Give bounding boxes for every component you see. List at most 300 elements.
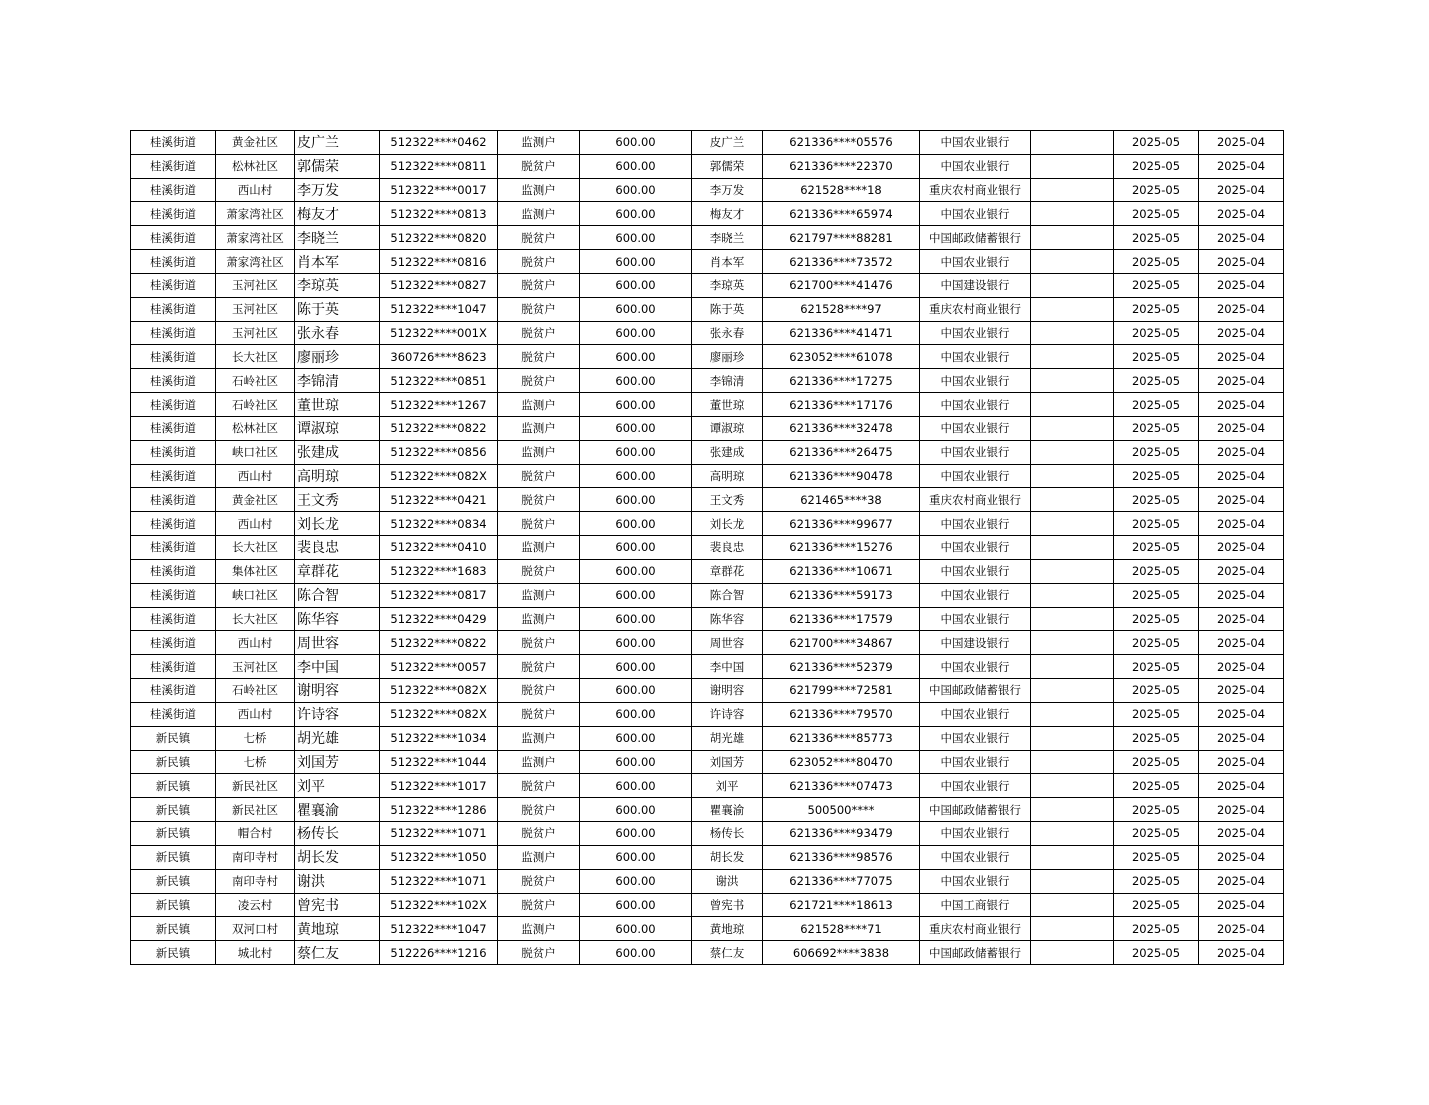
payment-month-cell: 2025-05	[1114, 536, 1199, 560]
bank-cell: 中国农业银行	[920, 416, 1031, 440]
account-holder-cell: 陈合智	[692, 583, 763, 607]
table-row	[131, 917, 1284, 941]
bank-cell: 中国农业银行	[920, 845, 1031, 869]
remark-cell	[1031, 726, 1114, 750]
account-holder-cell: 胡光雄	[692, 726, 763, 750]
account-holder-cell: 刘国芳	[692, 750, 763, 774]
payment-month-cell: 2025-05	[1114, 178, 1199, 202]
id-number-cell: 512322****0429	[380, 607, 498, 631]
account-number-cell: 621336****77075	[763, 869, 920, 893]
account-number-cell: 621336****93479	[763, 822, 920, 846]
remark-cell	[1031, 774, 1114, 798]
bank-cell: 中国农业银行	[920, 607, 1031, 631]
table-row	[131, 416, 1284, 440]
id-number-cell: 512322****0813	[380, 202, 498, 226]
subsidy-month-cell: 2025-04	[1199, 893, 1284, 917]
subsidy-month-cell: 2025-04	[1199, 583, 1284, 607]
household-type-cell: 脱贫户	[498, 321, 580, 345]
subsidy-month-cell: 2025-04	[1199, 178, 1284, 202]
id-number-cell: 512322****1071	[380, 822, 498, 846]
remark-cell	[1031, 536, 1114, 560]
remark-cell	[1031, 440, 1114, 464]
community-cell: 玉河社区	[216, 273, 295, 297]
bank-cell: 中国农业银行	[920, 822, 1031, 846]
remark-cell	[1031, 321, 1114, 345]
subsidy-month-cell: 2025-04	[1199, 273, 1284, 297]
amount-cell: 600.00	[580, 702, 692, 726]
account-number-cell: 621700****34867	[763, 631, 920, 655]
payment-month-cell: 2025-05	[1114, 202, 1199, 226]
street-cell: 桂溪街道	[131, 536, 216, 560]
name-cell: 董世琼	[295, 393, 380, 417]
name-cell: 郭儒荣	[295, 154, 380, 178]
payment-month-cell: 2025-05	[1114, 416, 1199, 440]
name-cell: 瞿襄渝	[295, 798, 380, 822]
payment-month-cell: 2025-05	[1114, 131, 1199, 155]
bank-cell: 中国农业银行	[920, 321, 1031, 345]
bank-cell: 中国邮政储蓄银行	[920, 798, 1031, 822]
amount-cell: 600.00	[580, 321, 692, 345]
name-cell: 李中国	[295, 655, 380, 679]
subsidy-month-cell: 2025-04	[1199, 631, 1284, 655]
street-cell: 桂溪街道	[131, 464, 216, 488]
id-number-cell: 512322****1044	[380, 750, 498, 774]
name-cell: 肖本军	[295, 250, 380, 274]
household-type-cell: 脱贫户	[498, 488, 580, 512]
street-cell: 桂溪街道	[131, 154, 216, 178]
name-cell: 黄地琼	[295, 917, 380, 941]
amount-cell: 600.00	[580, 750, 692, 774]
account-holder-cell: 曾宪书	[692, 893, 763, 917]
subsidy-month-cell: 2025-04	[1199, 702, 1284, 726]
id-number-cell: 512322****1286	[380, 798, 498, 822]
subsidy-month-cell: 2025-04	[1199, 845, 1284, 869]
id-number-cell: 512226****1216	[380, 941, 498, 965]
subsidy-month-cell: 2025-04	[1199, 131, 1284, 155]
street-cell: 桂溪街道	[131, 679, 216, 703]
bank-cell: 中国邮政储蓄银行	[920, 679, 1031, 703]
bank-cell: 中国农业银行	[920, 536, 1031, 560]
id-number-cell: 512322****001X	[380, 321, 498, 345]
payment-month-cell: 2025-05	[1114, 440, 1199, 464]
name-cell: 刘平	[295, 774, 380, 798]
name-cell: 许诗容	[295, 702, 380, 726]
name-cell: 杨传长	[295, 822, 380, 846]
id-number-cell: 512322****1071	[380, 869, 498, 893]
amount-cell: 600.00	[580, 822, 692, 846]
remark-cell	[1031, 226, 1114, 250]
table-row	[131, 869, 1284, 893]
account-number-cell: 621336****15276	[763, 536, 920, 560]
id-number-cell: 512322****0811	[380, 154, 498, 178]
account-number-cell: 623052****61078	[763, 345, 920, 369]
community-cell: 双河口村	[216, 917, 295, 941]
remark-cell	[1031, 131, 1114, 155]
name-cell: 王文秀	[295, 488, 380, 512]
account-number-cell: 621700****41476	[763, 273, 920, 297]
remark-cell	[1031, 750, 1114, 774]
subsidy-month-cell: 2025-04	[1199, 202, 1284, 226]
table-row	[131, 488, 1284, 512]
account-holder-cell: 廖丽珍	[692, 345, 763, 369]
account-number-cell: 621336****99677	[763, 512, 920, 536]
table-row	[131, 512, 1284, 536]
id-number-cell: 512322****082X	[380, 702, 498, 726]
table-row	[131, 321, 1284, 345]
amount-cell: 600.00	[580, 536, 692, 560]
bank-cell: 重庆农村商业银行	[920, 178, 1031, 202]
street-cell: 桂溪街道	[131, 631, 216, 655]
bank-cell: 中国农业银行	[920, 250, 1031, 274]
community-cell: 长大社区	[216, 536, 295, 560]
name-cell: 廖丽珍	[295, 345, 380, 369]
street-cell: 桂溪街道	[131, 226, 216, 250]
account-number-cell: 621336****10671	[763, 559, 920, 583]
remark-cell	[1031, 631, 1114, 655]
table-row	[131, 202, 1284, 226]
id-number-cell: 512322****0827	[380, 273, 498, 297]
account-number-cell: 621797****88281	[763, 226, 920, 250]
bank-cell: 中国农业银行	[920, 750, 1031, 774]
community-cell: 玉河社区	[216, 655, 295, 679]
street-cell: 桂溪街道	[131, 131, 216, 155]
table-row	[131, 845, 1284, 869]
name-cell: 李晓兰	[295, 226, 380, 250]
street-cell: 桂溪街道	[131, 416, 216, 440]
household-type-cell: 脱贫户	[498, 297, 580, 321]
amount-cell: 600.00	[580, 798, 692, 822]
subsidy-payment-table	[130, 130, 1284, 965]
payment-month-cell: 2025-05	[1114, 393, 1199, 417]
payment-month-cell: 2025-05	[1114, 488, 1199, 512]
account-holder-cell: 李中国	[692, 655, 763, 679]
payment-month-cell: 2025-05	[1114, 822, 1199, 846]
bank-cell: 中国农业银行	[920, 774, 1031, 798]
bank-cell: 中国农业银行	[920, 583, 1031, 607]
household-type-cell: 监测户	[498, 750, 580, 774]
bank-cell: 中国农业银行	[920, 154, 1031, 178]
community-cell: 石岭社区	[216, 393, 295, 417]
household-type-cell: 脱贫户	[498, 893, 580, 917]
remark-cell	[1031, 369, 1114, 393]
id-number-cell: 512322****0816	[380, 250, 498, 274]
account-holder-cell: 梅友才	[692, 202, 763, 226]
remark-cell	[1031, 250, 1114, 274]
account-number-cell: 621799****72581	[763, 679, 920, 703]
payment-month-cell: 2025-05	[1114, 726, 1199, 750]
payment-month-cell: 2025-05	[1114, 273, 1199, 297]
account-number-cell: 621336****05576	[763, 131, 920, 155]
street-cell: 桂溪街道	[131, 440, 216, 464]
street-cell: 新民镇	[131, 917, 216, 941]
account-holder-cell: 胡长发	[692, 845, 763, 869]
account-number-cell: 621336****22370	[763, 154, 920, 178]
amount-cell: 600.00	[580, 559, 692, 583]
name-cell: 张建成	[295, 440, 380, 464]
subsidy-month-cell: 2025-04	[1199, 416, 1284, 440]
household-type-cell: 脱贫户	[498, 512, 580, 536]
remark-cell	[1031, 917, 1114, 941]
bank-cell: 中国农业银行	[920, 369, 1031, 393]
payment-month-cell: 2025-05	[1114, 607, 1199, 631]
street-cell: 桂溪街道	[131, 273, 216, 297]
subsidy-month-cell: 2025-04	[1199, 559, 1284, 583]
account-holder-cell: 李琼英	[692, 273, 763, 297]
bank-cell: 中国农业银行	[920, 464, 1031, 488]
name-cell: 张永春	[295, 321, 380, 345]
name-cell: 陈于英	[295, 297, 380, 321]
community-cell: 萧家湾社区	[216, 250, 295, 274]
payment-month-cell: 2025-05	[1114, 321, 1199, 345]
bank-cell: 中国邮政储蓄银行	[920, 941, 1031, 965]
street-cell: 桂溪街道	[131, 607, 216, 631]
account-holder-cell: 蔡仁友	[692, 941, 763, 965]
street-cell: 桂溪街道	[131, 250, 216, 274]
amount-cell: 600.00	[580, 440, 692, 464]
payment-month-cell: 2025-05	[1114, 774, 1199, 798]
account-number-cell: 621336****52379	[763, 655, 920, 679]
community-cell: 石岭社区	[216, 369, 295, 393]
household-type-cell: 监测户	[498, 726, 580, 750]
bank-cell: 中国农业银行	[920, 702, 1031, 726]
payment-month-cell: 2025-05	[1114, 583, 1199, 607]
remark-cell	[1031, 869, 1114, 893]
remark-cell	[1031, 178, 1114, 202]
name-cell: 高明琼	[295, 464, 380, 488]
community-cell: 松林社区	[216, 154, 295, 178]
id-number-cell: 512322****0820	[380, 226, 498, 250]
payment-month-cell: 2025-05	[1114, 845, 1199, 869]
remark-cell	[1031, 393, 1114, 417]
id-number-cell: 512322****0851	[380, 369, 498, 393]
household-type-cell: 脱贫户	[498, 679, 580, 703]
street-cell: 新民镇	[131, 941, 216, 965]
household-type-cell: 监测户	[498, 607, 580, 631]
name-cell: 章群花	[295, 559, 380, 583]
household-type-cell: 脱贫户	[498, 941, 580, 965]
id-number-cell: 512322****0856	[380, 440, 498, 464]
community-cell: 西山村	[216, 631, 295, 655]
subsidy-month-cell: 2025-04	[1199, 798, 1284, 822]
id-number-cell: 512322****1683	[380, 559, 498, 583]
household-type-cell: 监测户	[498, 202, 580, 226]
amount-cell: 600.00	[580, 917, 692, 941]
amount-cell: 600.00	[580, 297, 692, 321]
street-cell: 桂溪街道	[131, 512, 216, 536]
subsidy-month-cell: 2025-04	[1199, 226, 1284, 250]
table-row	[131, 941, 1284, 965]
community-cell: 西山村	[216, 178, 295, 202]
subsidy-month-cell: 2025-04	[1199, 488, 1284, 512]
household-type-cell: 脱贫户	[498, 655, 580, 679]
name-cell: 刘国芳	[295, 750, 380, 774]
name-cell: 蔡仁友	[295, 941, 380, 965]
subsidy-month-cell: 2025-04	[1199, 941, 1284, 965]
street-cell: 新民镇	[131, 893, 216, 917]
account-number-cell: 500500****	[763, 798, 920, 822]
account-holder-cell: 章群花	[692, 559, 763, 583]
household-type-cell: 脱贫户	[498, 798, 580, 822]
table-row	[131, 345, 1284, 369]
payment-month-cell: 2025-05	[1114, 250, 1199, 274]
street-cell: 桂溪街道	[131, 488, 216, 512]
name-cell: 曾宪书	[295, 893, 380, 917]
bank-cell: 中国农业银行	[920, 559, 1031, 583]
name-cell: 陈华容	[295, 607, 380, 631]
account-holder-cell: 许诗容	[692, 702, 763, 726]
id-number-cell: 512322****1047	[380, 917, 498, 941]
amount-cell: 600.00	[580, 512, 692, 536]
account-holder-cell: 李晓兰	[692, 226, 763, 250]
account-number-cell: 621721****18613	[763, 893, 920, 917]
bank-cell: 中国农业银行	[920, 726, 1031, 750]
community-cell: 玉河社区	[216, 297, 295, 321]
account-number-cell: 621336****17275	[763, 369, 920, 393]
id-number-cell: 512322****0057	[380, 655, 498, 679]
account-number-cell: 621336****73572	[763, 250, 920, 274]
payment-month-cell: 2025-05	[1114, 679, 1199, 703]
community-cell: 帽合村	[216, 822, 295, 846]
subsidy-month-cell: 2025-04	[1199, 917, 1284, 941]
remark-cell	[1031, 583, 1114, 607]
household-type-cell: 监测户	[498, 917, 580, 941]
bank-cell: 中国工商银行	[920, 893, 1031, 917]
table-row	[131, 559, 1284, 583]
name-cell: 裴良忠	[295, 536, 380, 560]
account-number-cell: 621336****59173	[763, 583, 920, 607]
table-row	[131, 131, 1284, 155]
community-cell: 南印寺村	[216, 845, 295, 869]
table-row	[131, 655, 1284, 679]
account-number-cell: 621336****17579	[763, 607, 920, 631]
table-row	[131, 583, 1284, 607]
amount-cell: 600.00	[580, 869, 692, 893]
household-type-cell: 脱贫户	[498, 345, 580, 369]
community-cell: 石岭社区	[216, 679, 295, 703]
table-row	[131, 607, 1284, 631]
household-type-cell: 脱贫户	[498, 369, 580, 393]
account-number-cell: 621465****38	[763, 488, 920, 512]
bank-cell: 重庆农村商业银行	[920, 297, 1031, 321]
amount-cell: 600.00	[580, 679, 692, 703]
household-type-cell: 脱贫户	[498, 154, 580, 178]
id-number-cell: 512322****1017	[380, 774, 498, 798]
community-cell: 七桥	[216, 750, 295, 774]
remark-cell	[1031, 345, 1114, 369]
table-row	[131, 440, 1284, 464]
community-cell: 峡口社区	[216, 583, 295, 607]
subsidy-month-cell: 2025-04	[1199, 250, 1284, 274]
account-number-cell: 621336****79570	[763, 702, 920, 726]
remark-cell	[1031, 798, 1114, 822]
payment-month-cell: 2025-05	[1114, 893, 1199, 917]
payment-month-cell: 2025-05	[1114, 369, 1199, 393]
street-cell: 桂溪街道	[131, 393, 216, 417]
remark-cell	[1031, 273, 1114, 297]
community-cell: 凌云村	[216, 893, 295, 917]
table-row	[131, 250, 1284, 274]
payment-month-cell: 2025-05	[1114, 154, 1199, 178]
community-cell: 黄金社区	[216, 131, 295, 155]
household-type-cell: 脱贫户	[498, 226, 580, 250]
street-cell: 桂溪街道	[131, 583, 216, 607]
id-number-cell: 512322****1050	[380, 845, 498, 869]
account-holder-cell: 谢洪	[692, 869, 763, 893]
account-number-cell: 606692****3838	[763, 941, 920, 965]
subsidy-month-cell: 2025-04	[1199, 750, 1284, 774]
community-cell: 新民社区	[216, 774, 295, 798]
id-number-cell: 512322****1034	[380, 726, 498, 750]
id-number-cell: 512322****0817	[380, 583, 498, 607]
account-holder-cell: 郭儒荣	[692, 154, 763, 178]
table-row	[131, 798, 1284, 822]
name-cell: 谢洪	[295, 869, 380, 893]
bank-cell: 中国农业银行	[920, 202, 1031, 226]
subsidy-month-cell: 2025-04	[1199, 822, 1284, 846]
street-cell: 桂溪街道	[131, 702, 216, 726]
id-number-cell: 512322****1047	[380, 297, 498, 321]
account-number-cell: 621528****71	[763, 917, 920, 941]
id-number-cell: 512322****1267	[380, 393, 498, 417]
remark-cell	[1031, 512, 1114, 536]
amount-cell: 600.00	[580, 154, 692, 178]
bank-cell: 中国农业银行	[920, 131, 1031, 155]
remark-cell	[1031, 941, 1114, 965]
household-type-cell: 脱贫户	[498, 559, 580, 583]
bank-cell: 重庆农村商业银行	[920, 488, 1031, 512]
amount-cell: 600.00	[580, 416, 692, 440]
account-number-cell: 621336****17176	[763, 393, 920, 417]
community-cell: 城北村	[216, 941, 295, 965]
remark-cell	[1031, 679, 1114, 703]
amount-cell: 600.00	[580, 583, 692, 607]
table-row	[131, 750, 1284, 774]
bank-cell: 中国农业银行	[920, 869, 1031, 893]
subsidy-month-cell: 2025-04	[1199, 536, 1284, 560]
amount-cell: 600.00	[580, 178, 692, 202]
community-cell: 西山村	[216, 512, 295, 536]
account-number-cell: 623052****80470	[763, 750, 920, 774]
household-type-cell: 监测户	[498, 178, 580, 202]
payment-month-cell: 2025-05	[1114, 869, 1199, 893]
payment-month-cell: 2025-05	[1114, 297, 1199, 321]
subsidy-month-cell: 2025-04	[1199, 512, 1284, 536]
household-type-cell: 监测户	[498, 583, 580, 607]
bank-cell: 中国建设银行	[920, 631, 1031, 655]
bank-cell: 中国农业银行	[920, 655, 1031, 679]
subsidy-month-cell: 2025-04	[1199, 655, 1284, 679]
payment-month-cell: 2025-05	[1114, 798, 1199, 822]
account-number-cell: 621336****32478	[763, 416, 920, 440]
table-row	[131, 393, 1284, 417]
remark-cell	[1031, 488, 1114, 512]
community-cell: 萧家湾社区	[216, 226, 295, 250]
account-holder-cell: 李万发	[692, 178, 763, 202]
table-row	[131, 679, 1284, 703]
bank-cell: 中国邮政储蓄银行	[920, 226, 1031, 250]
community-cell: 西山村	[216, 464, 295, 488]
name-cell: 胡长发	[295, 845, 380, 869]
subsidy-month-cell: 2025-04	[1199, 726, 1284, 750]
amount-cell: 600.00	[580, 273, 692, 297]
remark-cell	[1031, 607, 1114, 631]
payment-month-cell: 2025-05	[1114, 345, 1199, 369]
amount-cell: 600.00	[580, 941, 692, 965]
name-cell: 李琼英	[295, 273, 380, 297]
table-row	[131, 702, 1284, 726]
subsidy-month-cell: 2025-04	[1199, 869, 1284, 893]
subsidy-month-cell: 2025-04	[1199, 679, 1284, 703]
